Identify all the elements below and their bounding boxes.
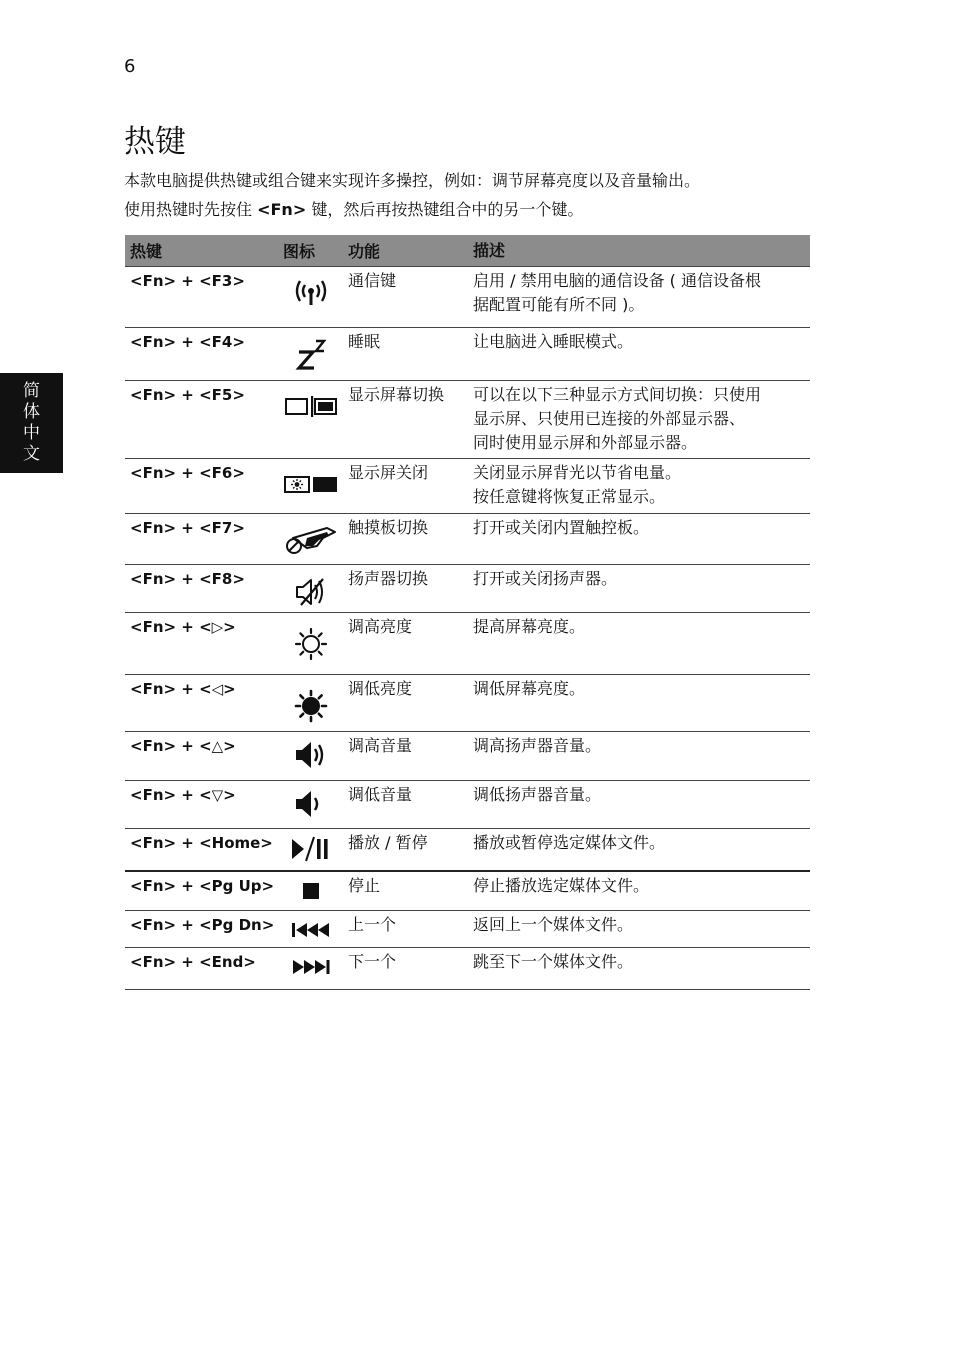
touchpad-toggle-icon <box>283 524 339 556</box>
hotkey-cell: <Fn> + <Home> <box>130 834 273 852</box>
icon-cell <box>278 613 344 674</box>
icon-cell <box>278 459 344 513</box>
function-cell: 触摸板切换 <box>348 518 429 537</box>
function-cell: 扬声器切换 <box>348 569 429 588</box>
description-cell <box>469 675 810 731</box>
page-title: 热键 <box>124 124 186 160</box>
icon-cell <box>278 732 344 780</box>
description-line: 启用 / 禁用电脑的通信设备 ( 通信设备根 <box>473 271 761 290</box>
header-function: 功能 <box>348 242 381 261</box>
hotkey-cell: <Fn> + <F6> <box>130 464 245 482</box>
hotkey-cell: <Fn> + <F5> <box>130 386 245 404</box>
hotkey-cell: <Fn> + <▷> <box>130 618 236 636</box>
table-row <box>125 732 810 781</box>
table-row <box>125 829 810 872</box>
function-cell: 调低亮度 <box>348 679 413 698</box>
brightness-up-icon <box>294 627 328 661</box>
page-number: 6 <box>124 56 136 77</box>
table-row <box>125 872 810 911</box>
next-icon <box>291 958 331 976</box>
description-line: 打开或关闭内置触控板。 <box>473 518 650 537</box>
hotkey-table <box>125 235 810 990</box>
side-tab-char: 中 <box>23 423 40 443</box>
table-row <box>125 267 810 328</box>
description-cell <box>469 328 810 380</box>
sleep-icon <box>293 338 329 372</box>
icon-cell <box>278 911 344 947</box>
function-cell: 显示屏幕切换 <box>348 385 445 404</box>
hotkey-cell: <Fn> + <F7> <box>130 519 245 537</box>
icon-cell <box>278 675 344 731</box>
icon-cell <box>278 781 344 828</box>
table-row <box>125 514 810 565</box>
intro-fn-key: <Fn> <box>257 200 307 219</box>
description-cell <box>469 911 810 947</box>
function-cell: 调低音量 <box>348 785 413 804</box>
function-cell: 睡眠 <box>348 332 381 351</box>
function-cell: 停止 <box>348 876 381 895</box>
intro-line-1: 本款电脑提供热键或组合键来实现许多操控，例如：调节屏幕亮度以及音量输出。 <box>124 171 701 190</box>
function-cell: 通信键 <box>348 271 397 290</box>
table-row <box>125 381 810 459</box>
icon-cell <box>278 514 344 564</box>
description-line: 跳至下一个媒体文件。 <box>473 952 634 971</box>
description-line: 关闭显示屏背光以节省电量。 <box>473 463 682 482</box>
description-cell <box>469 267 810 327</box>
header-icon: 图标 <box>283 242 316 261</box>
stop-icon <box>301 881 321 901</box>
hotkey-cell: <Fn> + <△> <box>130 737 236 755</box>
function-cell: 下一个 <box>348 952 397 971</box>
hotkey-cell: <Fn> + <F3> <box>130 272 245 290</box>
brightness-down-icon <box>294 689 328 723</box>
display-toggle-icon <box>284 391 338 421</box>
hotkey-cell: <Fn> + <F4> <box>130 333 245 351</box>
description-line: 按任意键将恢复正常显示。 <box>473 487 666 506</box>
description-line: 调低扬声器音量。 <box>473 785 602 804</box>
volume-up-icon <box>293 738 329 772</box>
description-line: 提高屏幕亮度。 <box>473 617 586 636</box>
wireless-icon <box>291 277 331 309</box>
description-line: 播放或暂停选定媒体文件。 <box>473 833 666 852</box>
table-row <box>125 565 810 613</box>
description-cell <box>469 732 810 780</box>
description-cell <box>469 459 810 513</box>
hotkey-cell: <Fn> + <▽> <box>130 786 236 804</box>
side-tab-char: 文 <box>23 444 40 464</box>
table-row <box>125 328 810 381</box>
function-cell: 调高亮度 <box>348 617 413 636</box>
function-cell: 显示屏关闭 <box>348 463 429 482</box>
description-line: 停止播放选定媒体文件。 <box>473 876 650 895</box>
language-side-tab <box>0 373 63 473</box>
icon-cell <box>278 381 344 458</box>
description-line: 可以在以下三种显示方式间切换：只使用 <box>473 385 762 404</box>
description-cell <box>469 514 810 564</box>
description-line: 调低屏幕亮度。 <box>473 679 586 698</box>
hotkey-cell: <Fn> + <Pg Dn> <box>130 916 275 934</box>
table-row <box>125 459 810 514</box>
description-line: 打开或关闭扬声器。 <box>473 569 618 588</box>
hotkey-cell: <Fn> + <Pg Up> <box>130 877 275 895</box>
description-line: 调高扬声器音量。 <box>473 736 602 755</box>
header-hotkey: 热键 <box>130 242 163 261</box>
icon-cell <box>278 872 344 910</box>
description-cell <box>469 872 810 910</box>
speaker-toggle-icon <box>293 575 329 609</box>
function-cell: 上一个 <box>348 915 397 934</box>
function-cell: 播放 / 暂停 <box>348 833 428 852</box>
intro-line-2-suffix: 键，然后再按热键组合中的另一个键。 <box>306 200 584 219</box>
description-cell <box>469 829 810 870</box>
description-line: 让电脑进入睡眠模式。 <box>473 332 634 351</box>
table-row <box>125 948 810 990</box>
description-cell <box>469 948 810 989</box>
description-line: 返回上一个媒体文件。 <box>473 915 634 934</box>
table-row <box>125 911 810 948</box>
hotkey-cell: <Fn> + <End> <box>130 953 256 971</box>
description-line: 同时使用显示屏和外部显示器。 <box>473 433 698 452</box>
icon-cell <box>278 829 344 870</box>
side-tab-char: 体 <box>23 402 40 422</box>
description-cell <box>469 381 810 458</box>
description-line: 显示屏、只使用已连接的外部显示器、 <box>473 409 746 428</box>
play-pause-icon <box>290 835 332 863</box>
header-description: 描述 <box>473 240 506 260</box>
intro-paragraph <box>124 166 824 224</box>
description-line: 据配置可能有所不同 )。 <box>473 295 645 314</box>
table-header <box>125 235 810 267</box>
icon-cell <box>278 267 344 327</box>
icon-cell <box>278 328 344 380</box>
function-cell: 调高音量 <box>348 736 413 755</box>
volume-down-icon <box>293 787 329 821</box>
icon-cell <box>278 565 344 612</box>
description-cell <box>469 781 810 828</box>
table-row <box>125 613 810 675</box>
table-row <box>125 675 810 732</box>
hotkey-cell: <Fn> + <◁> <box>130 680 236 698</box>
table-row <box>125 781 810 829</box>
previous-icon <box>291 921 331 939</box>
hotkey-cell: <Fn> + <F8> <box>130 570 245 588</box>
description-cell <box>469 613 810 674</box>
icon-cell <box>278 948 344 989</box>
intro-line-2-prefix: 使用热键时先按住 <box>124 200 258 219</box>
screen-off-icon <box>283 469 339 499</box>
description-cell <box>469 565 810 612</box>
side-tab-char: 简 <box>23 381 40 401</box>
